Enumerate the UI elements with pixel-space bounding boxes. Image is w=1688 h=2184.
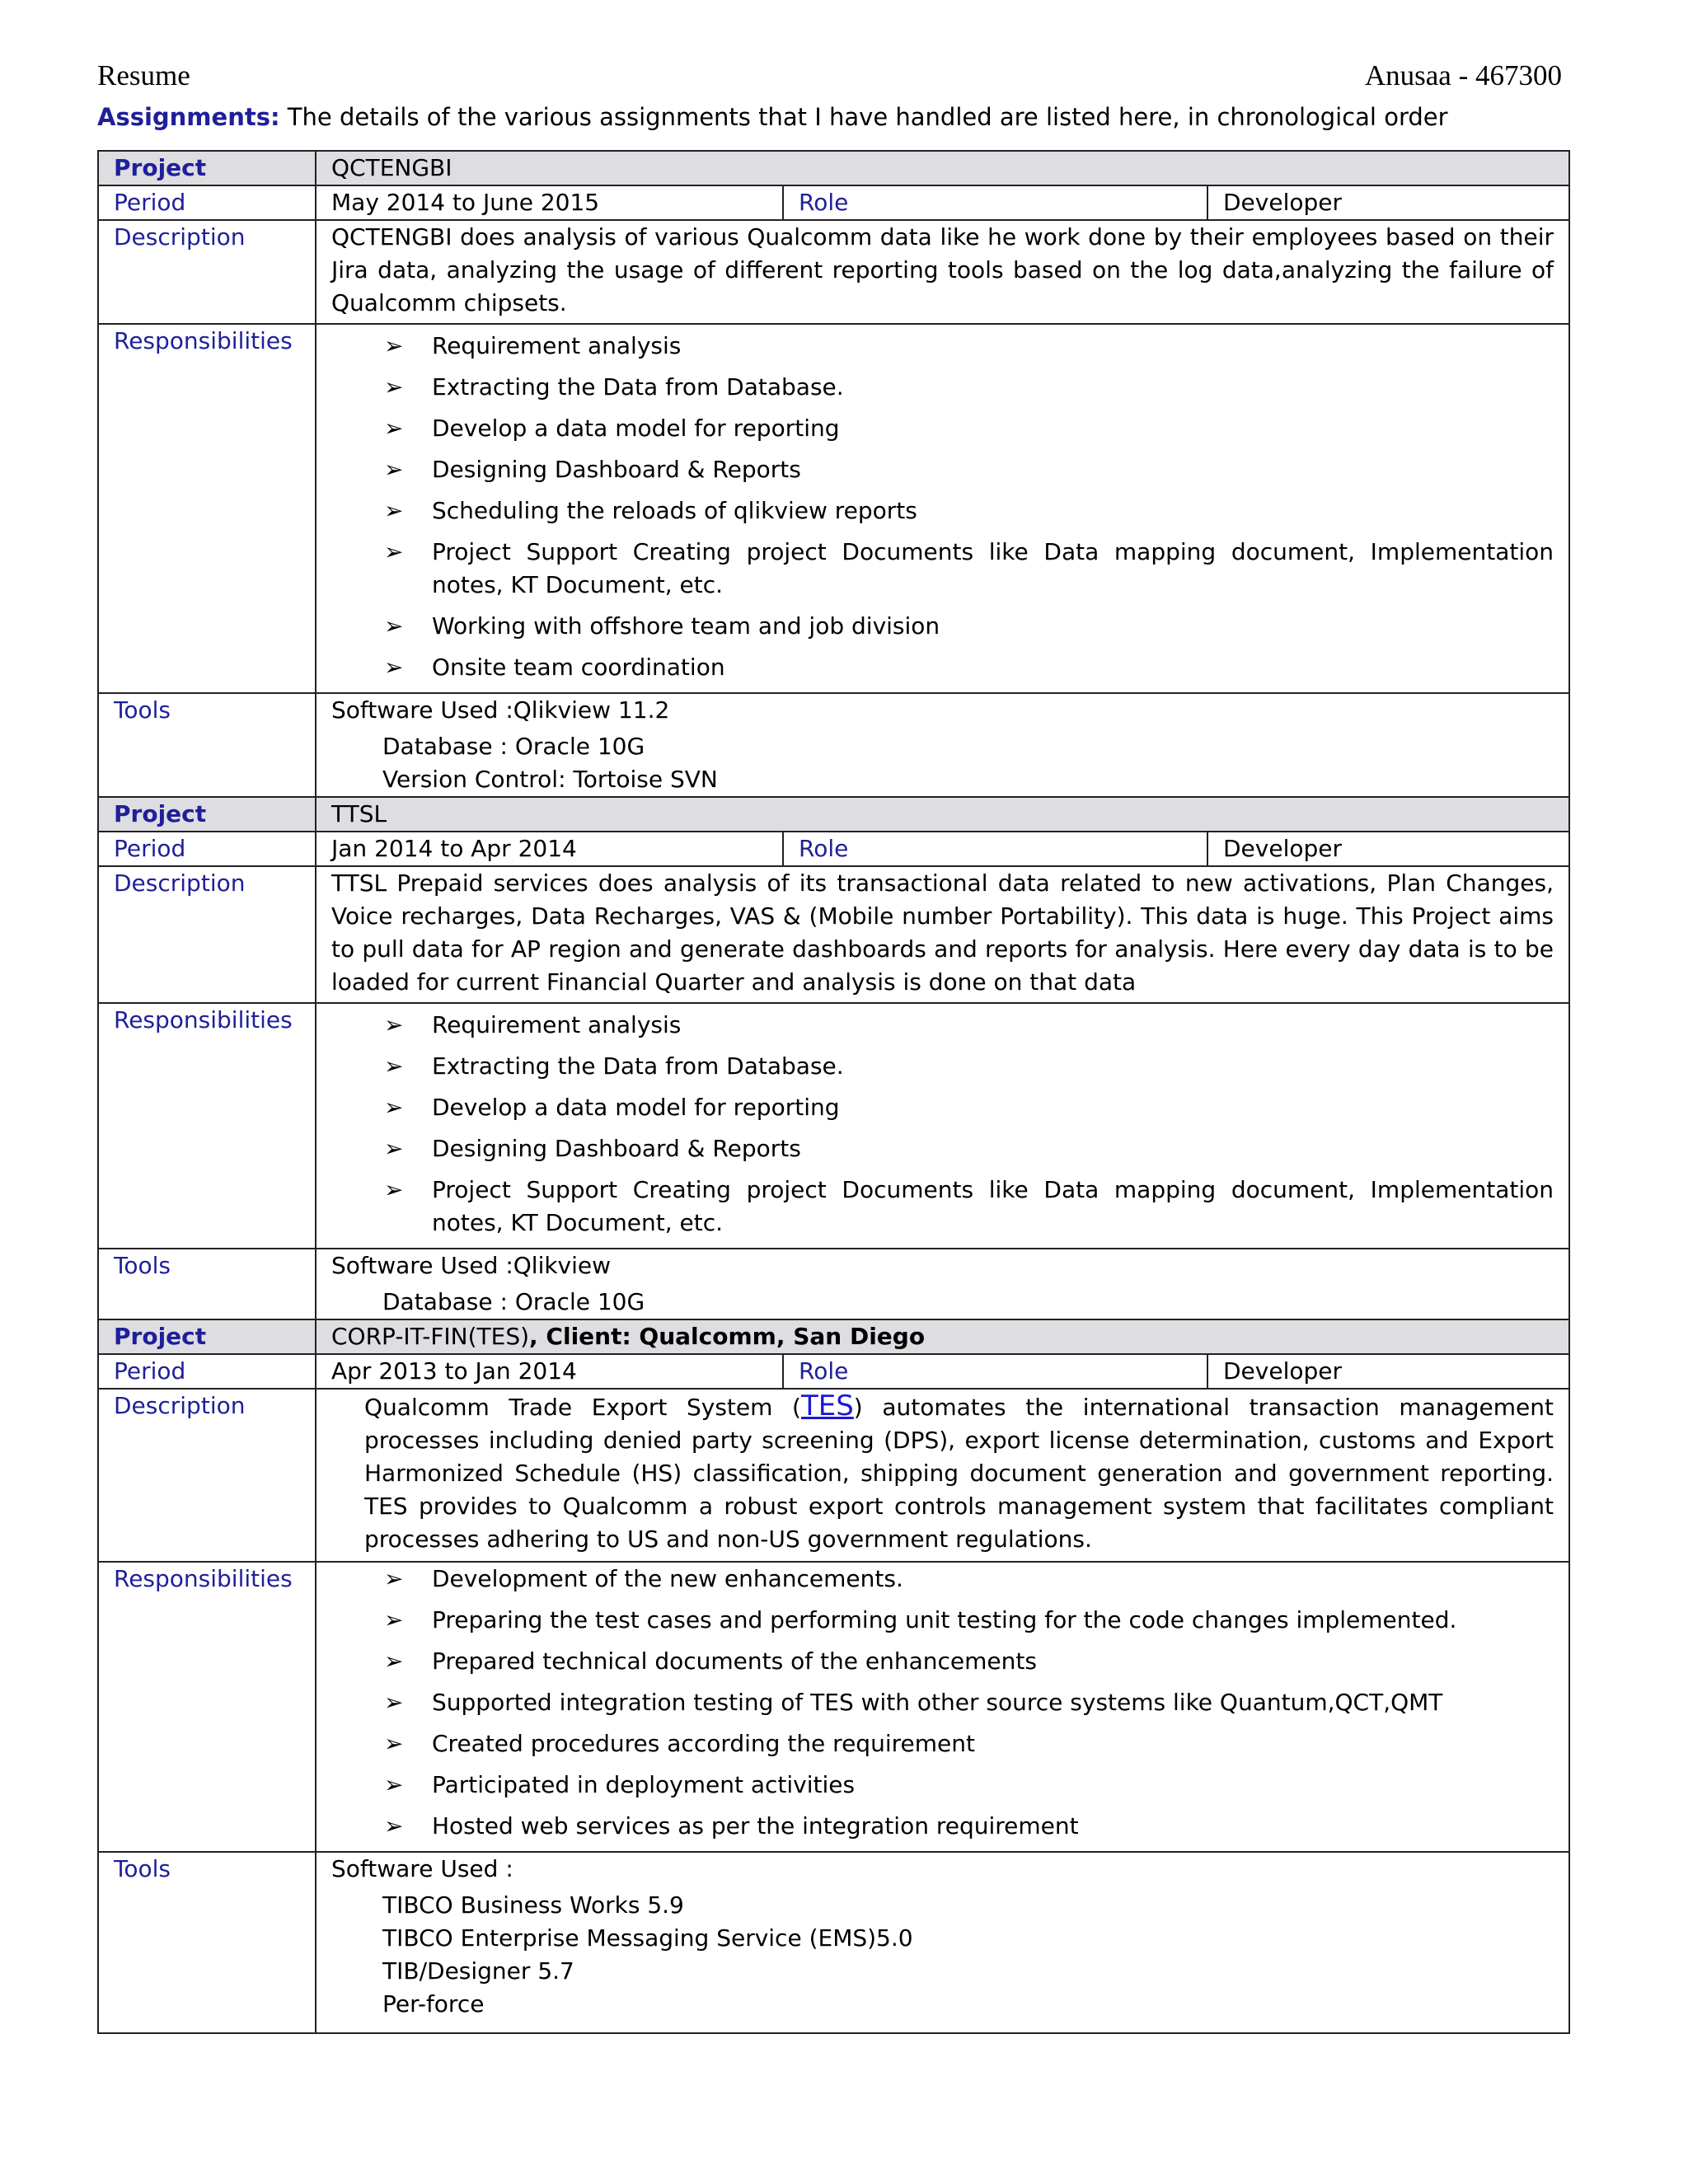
list-item: ➢ Scheduling the reloads of qlikview reports [331, 494, 1554, 527]
arrow-bullet-icon: ➢ [384, 1176, 404, 1203]
tools-sub-list [331, 730, 1554, 796]
description-text: Qualcomm Trade Export System (TES) automates the international transaction management processes including denied party screening (DPS), export license determination, customs and Export Harmonized Schedule (HS) classification, shipping document generation and government reporting. TES provides to Qualcomm a robust export controls management system that facilitates compliant processes adhering to US and non-US government regulations. [316, 1389, 1569, 1562]
arrow-bullet-icon: ➢ [384, 1689, 404, 1716]
period-label: Period [98, 832, 316, 866]
tools-label: Tools [98, 1249, 316, 1319]
responsibilities-label: Responsibilities [98, 1003, 316, 1249]
description-text: TTSL Prepaid services does analysis of its transactional data related to new activations, Plan Changes, Voice recharges, Data Recharges, VAS & (Mobile number Portability). This data is huge. This Project aims to pull data for AP region and generate dashboards and reports for analysis. Here every day data is to be loaded for current Financial Quarter and analysis is done on that data [316, 866, 1569, 1003]
arrow-bullet-icon: ➢ [384, 497, 404, 524]
tools-item: TIBCO Enterprise Messaging Service (EMS)5.0 [382, 1924, 913, 1952]
assignments-text: The details of the various assignments that I have handled are listed here, in chronological order [279, 103, 1448, 131]
list-item: ➢ Requirement analysis [331, 1009, 1554, 1042]
page-header [97, 59, 1562, 101]
arrow-bullet-icon: ➢ [384, 1771, 404, 1798]
responsibilities-label: Responsibilities [98, 1562, 316, 1852]
responsibilities-row [98, 324, 1569, 693]
tools-label: Tools [98, 1852, 316, 2033]
responsibilities-list [331, 1009, 1554, 1240]
assignments-intro [97, 101, 1581, 134]
header-title: Resume [97, 59, 190, 91]
role-value: Developer [1207, 1354, 1569, 1389]
responsibilities-list [331, 330, 1554, 684]
arrow-bullet-icon: ➢ [384, 373, 404, 401]
role-value: Developer [1207, 832, 1569, 866]
arrow-bullet-icon: ➢ [384, 654, 404, 681]
list-item: ➢ Working with offshore team and job division [331, 610, 1554, 643]
tools-main: Software Used :Qlikview [331, 1252, 612, 1279]
tools-row [98, 1249, 1569, 1319]
assignments-table [97, 150, 1570, 2034]
description-text: QCTENGBI does analysis of various Qualcomm data like he work done by their employees based on their Jira data, analyzing the usage of different reporting tools based on the log data,analyzing the failure of Qualcomm chipsets. [316, 220, 1569, 324]
tools-row [98, 1852, 1569, 2033]
arrow-bullet-icon: ➢ [384, 1052, 404, 1080]
header-candidate-id: Anusaa - 467300 [1364, 59, 1562, 91]
project-name-text: CORP-IT-FIN(TES) [331, 1323, 530, 1350]
arrow-bullet-icon: ➢ [384, 415, 404, 442]
description-label: Description [98, 866, 316, 1003]
tools-cell [316, 1249, 1569, 1319]
tools-label: Tools [98, 693, 316, 797]
arrow-bullet-icon: ➢ [384, 1135, 404, 1162]
list-item: ➢ Develop a data model for reporting [331, 412, 1554, 445]
arrow-bullet-icon: ➢ [384, 1730, 404, 1757]
responsibilities-cell [316, 1562, 1569, 1852]
tools-cell [316, 693, 1569, 797]
arrow-bullet-icon: ➢ [384, 1094, 404, 1121]
list-item: ➢ Supported integration testing of TES with other source systems like Quantum,QCT,QMT [331, 1686, 1554, 1719]
list-item: ➢ Onsite team coordination [331, 651, 1554, 684]
assignments-label: Assignments: [97, 103, 280, 131]
list-item: ➢ Prepared technical documents of the enhancements [331, 1645, 1554, 1678]
tools-sub-list [331, 1286, 1554, 1319]
arrow-bullet-icon: ➢ [384, 612, 404, 640]
project-row [98, 797, 1569, 832]
list-item: ➢ Hosted web services as per the integration requirement [331, 1810, 1554, 1843]
period-label: Period [98, 185, 316, 220]
role-value: Developer [1207, 185, 1569, 220]
description-row [98, 220, 1569, 324]
responsibilities-row [98, 1562, 1569, 1852]
list-item: ➢ Project Support Creating project Documents like Data mapping document, Implementation notes, KT Document, etc. [331, 536, 1554, 602]
responsibilities-label: Responsibilities [98, 324, 316, 693]
project-label: Project [98, 151, 316, 185]
list-item: ➢ Project Support Creating project Documents like Data mapping document, Implementation notes, KT Document, etc. [331, 1174, 1554, 1240]
responsibilities-cell [316, 1003, 1569, 1249]
period-value: May 2014 to June 2015 [316, 185, 783, 220]
list-item: ➢ Develop a data model for reporting [331, 1091, 1554, 1124]
arrow-bullet-icon: ➢ [384, 1647, 404, 1675]
tools-item: Database : Oracle 10G [382, 1288, 645, 1315]
description-row [98, 1389, 1569, 1562]
tools-main: Software Used :Qlikview 11.2 [331, 696, 670, 724]
arrow-bullet-icon: ➢ [384, 1812, 404, 1840]
list-item: ➢ Participated in deployment activities [331, 1769, 1554, 1802]
arrow-bullet-icon: ➢ [384, 538, 404, 565]
tools-cell [316, 1852, 1569, 2033]
tes-link[interactable]: TES [800, 1390, 854, 1422]
responsibilities-cell [316, 324, 1569, 693]
description-label: Description [98, 1389, 316, 1562]
list-item: ➢ Designing Dashboard & Reports [331, 1132, 1554, 1165]
role-label: Role [783, 1354, 1207, 1389]
role-label: Role [783, 185, 1207, 220]
arrow-bullet-icon: ➢ [384, 1565, 404, 1592]
list-item: ➢ Development of the new enhancements. [331, 1563, 1554, 1596]
tools-sub-list [331, 1889, 1554, 2021]
responsibilities-list [331, 1563, 1554, 1843]
project-label: Project [98, 1319, 316, 1354]
arrow-bullet-icon: ➢ [384, 1606, 404, 1633]
period-row [98, 185, 1569, 220]
description-label: Description [98, 220, 316, 324]
description-row [98, 866, 1569, 1003]
period-value: Jan 2014 to Apr 2014 [316, 832, 783, 866]
tools-item: TIB/Designer 5.7 [382, 1957, 574, 1985]
list-item: ➢ Designing Dashboard & Reports [331, 453, 1554, 486]
project-row [98, 1319, 1569, 1354]
role-label: Role [783, 832, 1207, 866]
tools-item: TIBCO Business Works 5.9 [382, 1891, 684, 1919]
list-item: ➢ Preparing the test cases and performing unit testing for the code changes implemented. [331, 1604, 1554, 1637]
project-name: QCTENGBI [316, 151, 1569, 185]
responsibilities-row [98, 1003, 1569, 1249]
period-row [98, 832, 1569, 866]
list-item: ➢ Extracting the Data from Database. [331, 1050, 1554, 1083]
period-label: Period [98, 1354, 316, 1389]
period-row [98, 1354, 1569, 1389]
project-name [316, 1319, 1569, 1354]
project-name: TTSL [316, 797, 1569, 832]
project-row [98, 151, 1569, 185]
project-client: , Client: Qualcomm, San Diego [529, 1323, 926, 1350]
tools-item: Per-force [382, 1990, 485, 2018]
list-item: ➢ Created procedures according the requirement [331, 1727, 1554, 1760]
list-item: ➢ Requirement analysis [331, 330, 1554, 363]
arrow-bullet-icon: ➢ [384, 332, 404, 359]
tools-main: Software Used : [331, 1855, 513, 1882]
period-value: Apr 2013 to Jan 2014 [316, 1354, 783, 1389]
tools-item: Version Control: Tortoise SVN [382, 766, 718, 793]
list-item: ➢ Extracting the Data from Database. [331, 371, 1554, 404]
tools-item: Database : Oracle 10G [382, 733, 645, 760]
tools-row [98, 693, 1569, 797]
arrow-bullet-icon: ➢ [384, 456, 404, 483]
arrow-bullet-icon: ➢ [384, 1011, 404, 1038]
project-label: Project [98, 797, 316, 832]
